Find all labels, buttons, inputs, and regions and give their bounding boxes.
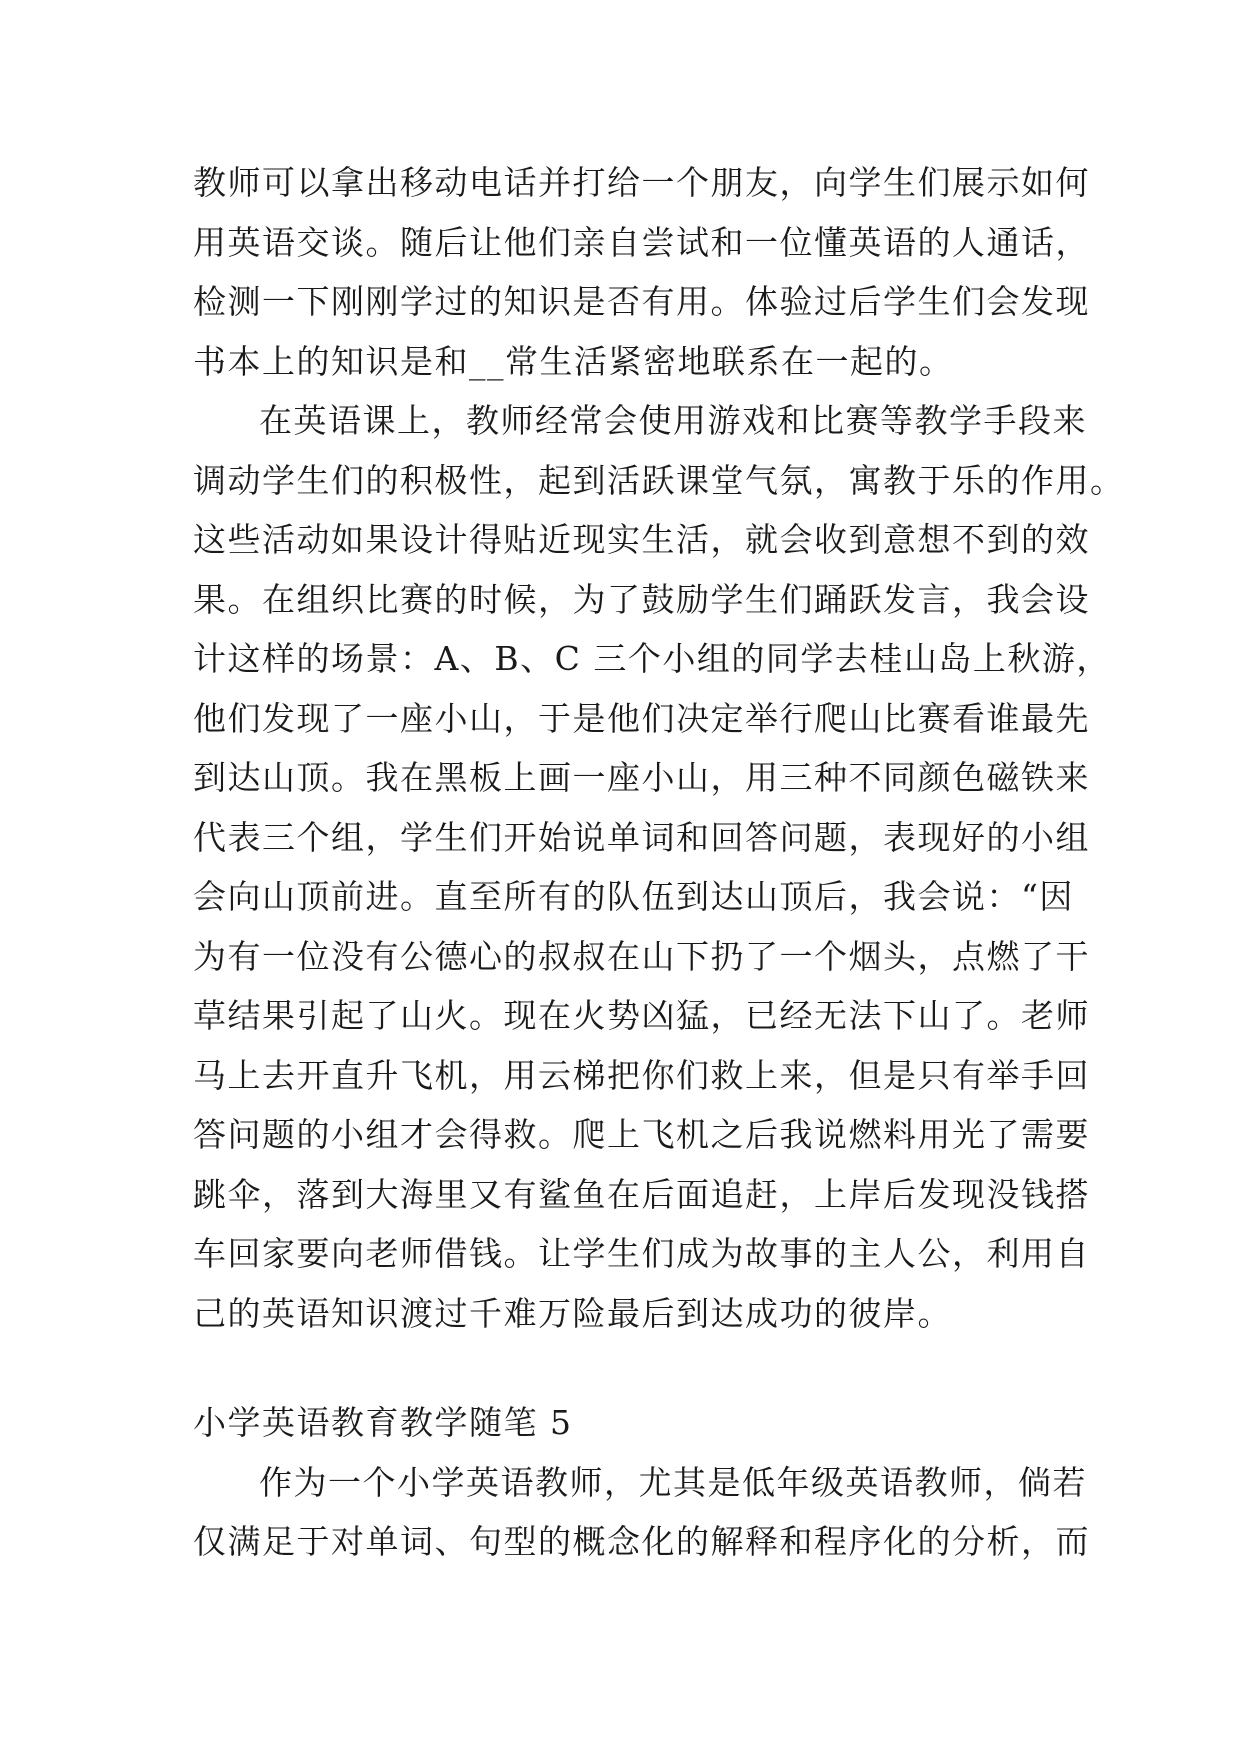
text-line: 为有一位没有公德心的叔叔在山下扔了一个烟头，点燃了干	[193, 936, 1090, 976]
text-line: 教师可以拿出移动电话并打给一个朋友，向学生们展示如何	[193, 163, 1090, 202]
paragraph-spacer	[193, 1343, 1053, 1393]
text-line: 车回家要向老师借钱。让学生们成为故事的主人公，利用自	[193, 1234, 1090, 1273]
text-line: 仅满足于对单词、句型的概念化的解释和程序化的分析，而	[193, 1522, 1090, 1561]
text-line: 调动学生们的积极性，起到活跃课堂气氛，寓教于乐的作用。	[193, 460, 1125, 500]
text-line: 用英语交谈。随后让他们亲自尝试和一位懂英语的人通话，	[193, 222, 1090, 262]
text-line: 果。在组织比赛的时候，为了鼓励学生们踊跃发言，我会设	[193, 579, 1090, 619]
text-line: 会向山顶前进。直至所有的队伍到达山顶后，我会说：“因	[193, 877, 1074, 916]
paragraph	[193, 1453, 1090, 1572]
text-line: 马上去开直升飞机，用云梯把你们救上来，但是只有举手回	[193, 1055, 1090, 1095]
paragraph	[193, 391, 1125, 1343]
paragraph	[193, 153, 1090, 391]
text-line: 代表三个组，学生们开始说单词和回答问题，表现好的小组	[193, 817, 1090, 857]
text-line: 答问题的小组才会得救。爬上飞机之后我说燃料用光了需要	[193, 1115, 1090, 1154]
text-line: 他们发现了一座小山，于是他们决定举行爬山比赛看谁最先	[193, 698, 1090, 738]
text-line: 跳伞，落到大海里又有鲨鱼在后面追赶，上岸后发现没钱搭	[193, 1174, 1090, 1214]
text-line: 检测一下刚刚学过的知识是否有用。体验过后学生们会发现	[193, 282, 1090, 321]
text-line: 作为一个小学英语教师，尤其是低年级英语教师，倘若	[259, 1462, 1087, 1502]
text-line: 在英语课上，教师经常会使用游戏和比赛等教学手段来	[259, 401, 1087, 440]
section-heading: 小学英语教育教学随笔 5	[193, 1403, 573, 1442]
text-line: 草结果引起了山火。现在火势凶猛，已经无法下山了。老师	[193, 996, 1090, 1035]
text-line: 书本上的知识是和__常生活紧密地联系在一起的。	[193, 341, 954, 381]
text-line: 到达山顶。我在黑板上画一座小山，用三种不同颜色磁铁来	[193, 758, 1090, 797]
text-line: 计这样的场景：A、B、C 三个小组的同学去桂山岛上秋游，	[193, 639, 1111, 678]
text-line: 己的英语知识渡过千难万险最后到达成功的彼岸。	[193, 1293, 952, 1333]
text-line: 这些活动如果设计得贴近现实生活，就会收到意想不到的效	[193, 520, 1090, 559]
document-body	[193, 153, 1125, 1572]
